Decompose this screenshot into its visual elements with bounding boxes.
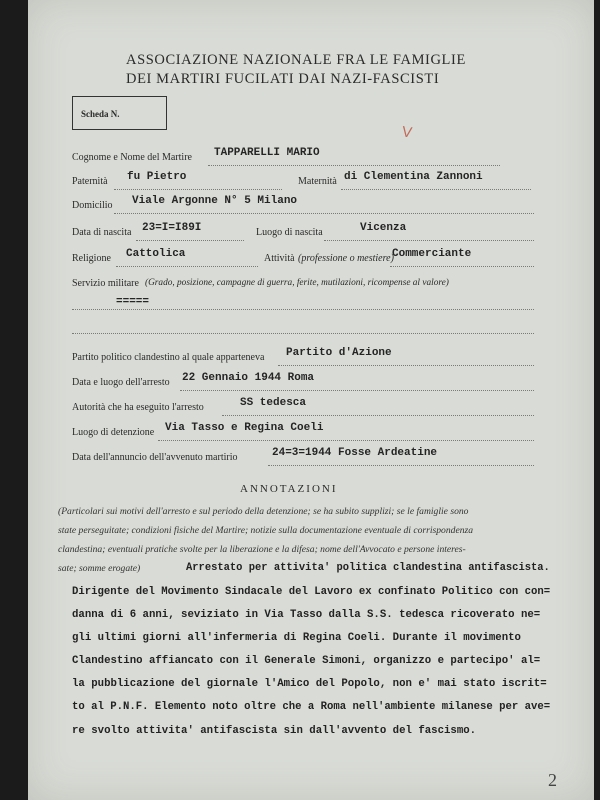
martyrdom-label: Data dell'annuncio dell'avvenuto martirio: [72, 452, 238, 463]
military-label: Servizio militare: [72, 278, 139, 289]
dotted-line: [324, 240, 534, 241]
martyrdom-value: 24=3=1944 Fosse Ardeatine: [272, 447, 438, 459]
instruction-line: (Particolari sui motivi dell'arresto e sul periodo della detenzione; se ha subito supplizi; se le famiglie sono: [58, 506, 469, 517]
dotted-line: [136, 240, 244, 241]
birthdate-value: 23=I=I89I: [142, 222, 202, 234]
domicile-label: Domicilio: [72, 200, 113, 211]
dotted-line: [180, 390, 534, 391]
detention-label: Luogo di detenzione: [72, 427, 155, 438]
annotations-heading: ANNOTAZIONI: [240, 483, 338, 495]
dotted-line: [72, 333, 534, 334]
birthplace-label: Luogo di nascita: [256, 227, 323, 238]
page-number: 2: [548, 770, 557, 790]
header-line-1: ASSOCIAZIONE NAZIONALE FRA LE FAMIGLIE: [126, 52, 466, 68]
religion-label: Religione: [72, 253, 111, 264]
dotted-line: [390, 266, 534, 267]
father-value: fu Pietro: [127, 171, 187, 183]
mother-label: Maternità: [298, 176, 337, 187]
party-value: Partito d'Azione: [286, 347, 392, 359]
arrest-value: 22 Gennaio 1944 Roma: [182, 372, 315, 384]
dotted-line: [268, 465, 534, 466]
dotted-line: [158, 440, 534, 441]
dotted-line: [341, 189, 531, 190]
military-value: =====: [116, 296, 150, 308]
instruction-line: state perseguitate; condizioni fisiche del Martire; notizie sulla documentazione eventuale di corrispondenza: [58, 525, 474, 536]
annotation-text-line: danna di 6 anni, seviziato in Via Tasso dalla S.S. tedesca ricoverato ne=: [72, 609, 541, 621]
domicile-value: Viale Argonne N° 5 Milano: [132, 195, 298, 207]
instruction-line: sate; somme erogate): [58, 563, 141, 574]
dotted-line: [116, 266, 258, 267]
activity-value: Commerciante: [392, 248, 472, 260]
instruction-line: clandestina; eventuali pratiche svolte per la liberazione e la difesa; nome dell'Avvocato e persone interes-: [58, 544, 466, 555]
military-hint: (Grado, posizione, campagne di guerra, ferite, mutilazioni, ricompense al valore): [145, 278, 449, 288]
mother-value: di Clementina Zannoni: [344, 171, 483, 183]
scheda-box: [72, 96, 167, 130]
form-sheet: [28, 0, 594, 800]
dotted-line: [278, 365, 534, 366]
dotted-line: [72, 309, 534, 310]
header-line-2: DEI MARTIRI FUCILATI DAI NAZI-FASCISTI: [126, 71, 440, 87]
arrest-label: Data e luogo dell'arresto: [72, 377, 170, 388]
dotted-line: [114, 213, 534, 214]
annotation-text-line: Clandestino affiancato con il Generale Simoni, organizzo e partecipo' al=: [72, 655, 541, 667]
party-label: Partito politico clandestino al quale apparteneva: [72, 352, 265, 363]
annotation-text-line: to al P.N.F. Elemento noto oltre che a Roma nell'ambiente milanese per ave=: [72, 701, 551, 713]
annotation-text-line: Dirigente del Movimento Sindacale del Lavoro ex confinato Politico con con=: [72, 586, 551, 598]
scheda-label: Scheda N.: [81, 109, 120, 119]
annotation-text-line: gli ultimi giorni all'infermeria di Regina Coeli. Durante il movimento: [72, 632, 521, 644]
check-mark: V: [400, 123, 414, 142]
dotted-line: [208, 165, 500, 166]
birthdate-label: Data di nascita: [72, 227, 132, 238]
activity-hint: (professione o mestiere): [298, 253, 394, 264]
religion-value: Cattolica: [126, 248, 186, 260]
detention-value: Via Tasso e Regina Coeli: [165, 422, 324, 434]
activity-label: Attività: [264, 253, 295, 264]
dotted-line: [114, 189, 282, 190]
authority-label: Autorità che ha eseguito l'arresto: [72, 402, 204, 413]
name-label: Cognome e Nome del Martire: [72, 152, 192, 163]
annotation-text-line: re svolto attivita' antifascista sin dall'avvento del fascismo.: [72, 725, 477, 737]
annotation-text-line: la pubblicazione del giornale l'Amico del Popolo, non e' mai stato iscrit=: [72, 678, 547, 690]
authority-value: SS tedesca: [240, 397, 307, 409]
father-label: Paternità: [72, 176, 108, 187]
dotted-line: [222, 415, 534, 416]
name-value: TAPPARELLI MARIO: [214, 147, 320, 159]
annotation-text-line: Arrestato per attivita' politica clandestina antifascista.: [186, 562, 550, 574]
birthplace-value: Vicenza: [360, 222, 407, 234]
